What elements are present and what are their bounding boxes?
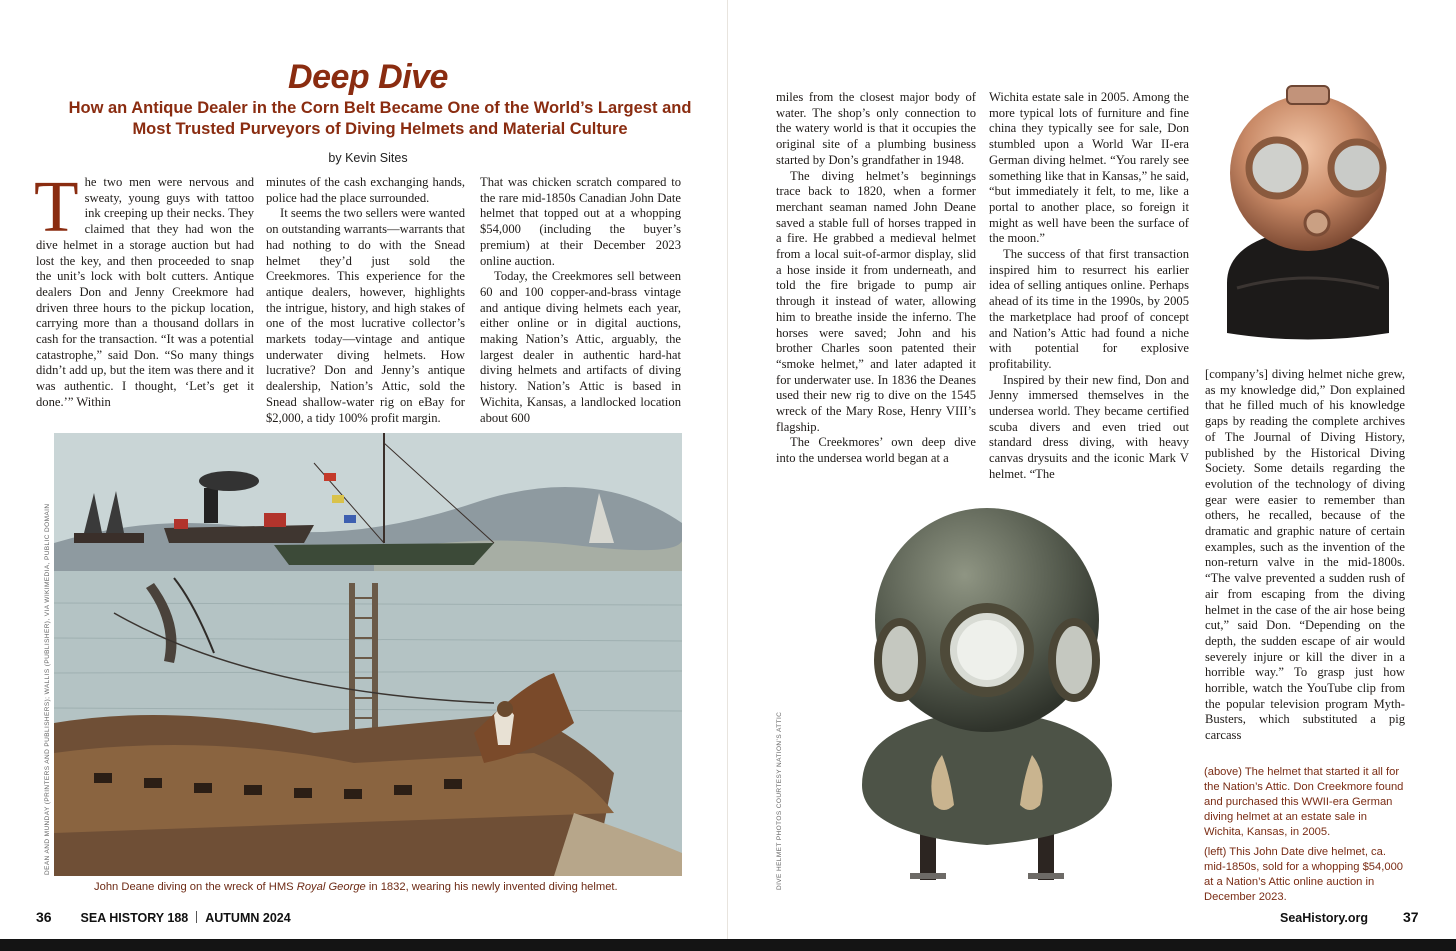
wreck-illustration — [54, 433, 682, 876]
paragraph: Wichita estate sale in 2005. Among the more typical lots of furniture and fine china they typically see for sale, Don stumbled upon a World War II-era German diving helmet. “You rarely see something like that in Kansas,” he said, “but immediately it felt, to me, like a portal to another place, so foreign it might as well have been the surface of the moon.” — [989, 90, 1189, 246]
bronze-helmet-photo — [842, 505, 1132, 890]
caption-above: (above) The helmet that started it all for the Nation’s Attic. Don Creekmore found and purchased this WWII-era German diving helmet at an estate sale in Wichita, Kansas, in 2005. — [1204, 766, 1404, 838]
paragraph: Today, the Creekmores sell between 60 and 100 copper-and-brass vintage and antique diving helmets each year, either online or in digital auctions, making Nation’s Attic, arguably, the largest dealer in authentic hard-hat diving helmets and artifacts of diving history. Nation’s Attic is based in Wichita, Kansas, a landlocked location about 600 — [480, 269, 681, 425]
text-column-5 — [989, 90, 1189, 483]
footer-right — [1280, 909, 1419, 925]
page-number: 37 — [1402, 909, 1419, 925]
drop-cap: T — [34, 166, 79, 247]
paragraph: The success of that first transaction inspired him to resurrect his earlier idea of selling antiques online. Perhaps ahead of its time in the 1990s, by 2005 the marketplace had proof of concept and Nation’s Attic had found a niche with potential for explosive profitability. — [989, 247, 1189, 371]
text-column-6 — [1205, 367, 1405, 744]
article-byline: by Kevin Sites — [328, 151, 408, 165]
text-column-3 — [480, 175, 681, 426]
paragraph: miles from the closest major body of water. The shop’s only connection to the watery world is that it occupies the original site of a plumbing business started by Don’s grandfather in 1948. — [776, 90, 976, 167]
issue-label: AUTUMN 2024 — [205, 911, 291, 925]
paragraph: It seems the two sellers were wanted on outstanding warrants—warrants that had nothing to do with the Snead helmet they’d just sold the Creekmores. This experience for the antique dealers, however, highlights the intrigue, history, and high stakes of one of the most lucrative collector’s markets today—vintage and antique underwater diving helmets. How lucrative? Don and Jenny’s antique dealership, Nation’s Attic, sold the Snead shallow-water rig on eBay for $2,000, a tidy 100% profit margin. — [266, 206, 466, 425]
helmet-photo-credit: DIVE HELMET PHOTOS COURTESY NATION’S ATTIC — [776, 711, 783, 890]
paragraph: [company’s] diving helmet niche grew, as my knowledge did,” Don explained that he filled much of his knowledge gaps by reading the complete archives of The Journal of Diving History, published by the Historical Diving Society. Some details regarding the evolution of the technology of diving gear were easier to remember than others, he recalled, because of the dramatic and graphic nature of certain examples, such as the invention of the non-return valve in the mid-1800s. “The valve prevented a sudden rush of air from escaping from the diving helmet in the case of the air hose being cut,” said Don. “Depending on the depth, the sudden escape of air would severely injure or kill the diver in a horrible way.” To grasp just how horrible, watch the YouTube clip from the popular television program Myth-Busters, which substituted a pig carcass — [1205, 367, 1405, 743]
copper-helmet-photo — [1207, 78, 1409, 348]
bottom-bar — [0, 939, 1456, 951]
text-column-2 — [266, 175, 465, 426]
magazine-name: SEA HISTORY 188 — [80, 911, 189, 925]
paragraph: Inspired by their new find, Don and Jenny immersed themselves in the undersea world. They became certified scuba divers and even tried out standard dress diving, with heavy canvas drysuits and the iconic Mark V helmet. “The — [989, 372, 1189, 481]
page-number: 36 — [36, 909, 52, 925]
footer-left — [36, 909, 291, 925]
website-label: SeaHistory.org — [1280, 911, 1368, 925]
paragraph: That was chicken scratch compared to the rare mid-1850s Canadian John Date helmet that topped out at a whopping $54,000 (including the buyer’s premium) at their December 2023 online auction. — [480, 175, 681, 268]
article-subtitle: How an Antique Dealer in the Corn Belt Became One of the World’s Largest and Most Trusted Purveyors of Diving Helmets and Material Culture — [68, 99, 692, 138]
article-title: Deep Dive — [288, 58, 448, 96]
illustration-credit: DEAN AND MUNDAY (PRINTERS AND PUBLISHERS); WALLIS (PUBLISHER), VIA WIKIMEDIA, PUBLIC DOMAIN — [44, 503, 51, 875]
paragraph: he two men were nervous and sweaty, young guys with tattoo ink creeping up their necks. They claimed that they had won the dive helmet in a storage auction but had lost the key, and then proceeded to snap the unit’s lock with bolt cutters. Antique dealers Don and Jenny Creekmore had driven three hours to the pickup location, carrying more than a thousand dollars in cash for the transaction. “It was a potential catastrophe,” said Don. “So many things didn’t add up, but the item was there and it was authentic. I thought, ‘Let’s get it done.’” Within — [36, 175, 254, 409]
text-column-4 — [776, 90, 976, 467]
paragraph: The diving helmet’s beginnings trace back to 1820, when a former merchant seaman named John Deane saved a stable full of horses trapped in a fire. He grabbed a medieval helmet from a local suit-of-armor display, slid a hose inside it from underneath, and told the fire brigade to pump air through it instead of water, allowing him to breathe inside the inferno. The horses were saved; John and his brother Charles soon patented their “smoke helmet,” and later adapted it for underwater use. In 1836 the Deanes used their new rig to dive on the 1545 wreck of the Mary Rose, Henry VIII’s flagship. — [776, 168, 976, 434]
helmet-captions — [1204, 765, 1404, 910]
illustration-caption: John Deane diving on the wreck of HMS Royal George in 1832, wearing his newly invented diving helmet. — [94, 881, 618, 893]
paragraph: minutes of the cash exchanging hands, police had the place surrounded. — [266, 175, 465, 205]
paragraph: The Creekmores’ own deep dive into the undersea world began at a — [776, 435, 976, 466]
caption-left: (left) This John Date dive helmet, ca. mid-1850s, sold for a whopping $54,000 at a Nation’s Attic online auction in December 2023. — [1204, 846, 1404, 903]
text-column-1 — [34, 166, 254, 411]
